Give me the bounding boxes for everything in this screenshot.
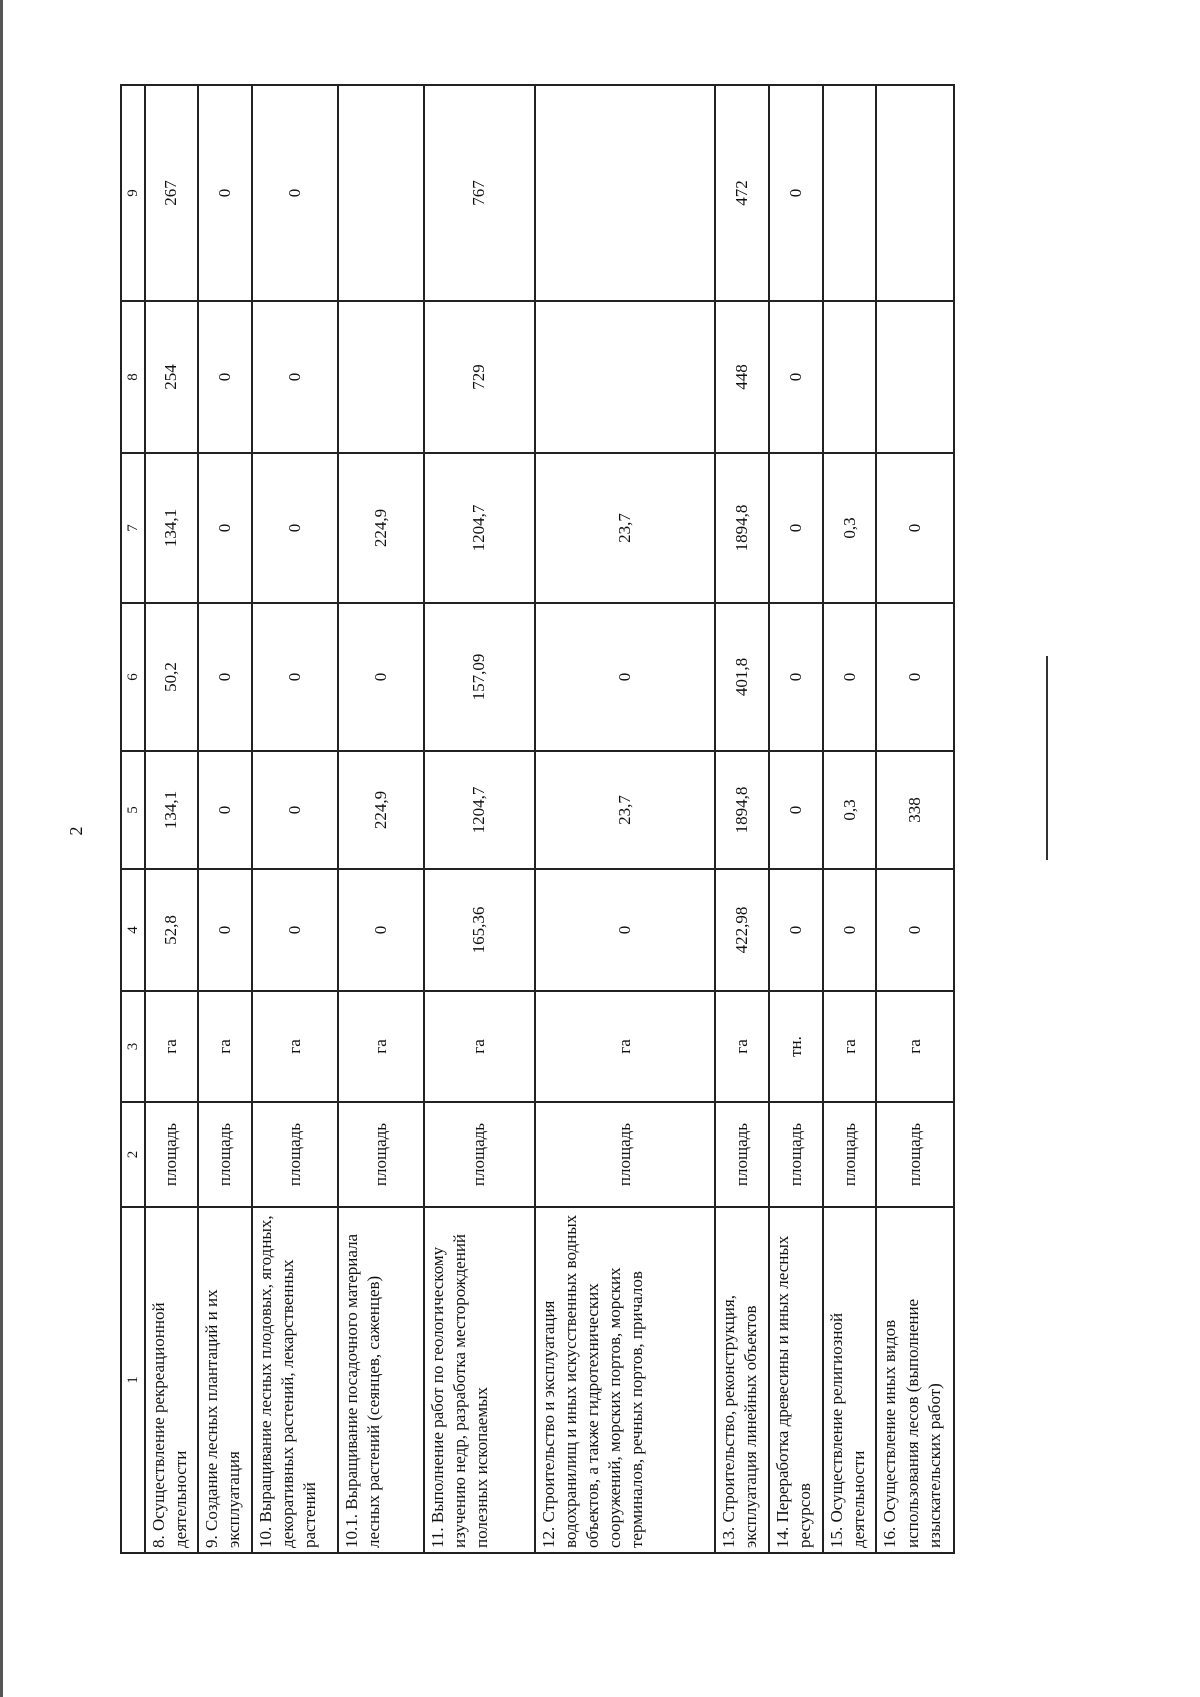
row-value-cell: 134,1 [145, 751, 199, 869]
row-value-cell: 729 [424, 301, 535, 453]
rotated-table-container [120, 86, 955, 1554]
row-value-cell: 401,8 [715, 603, 769, 751]
row-value-cell: 472 [715, 85, 769, 301]
row-value-cell [876, 301, 954, 453]
row-value-cell [535, 85, 715, 301]
row-value-cell [823, 85, 877, 301]
row-value-cell: 1894,8 [715, 751, 769, 869]
row-value-cell: 157,09 [424, 603, 535, 751]
row-value-cell [338, 301, 424, 453]
row-value-cell: 0 [769, 603, 823, 751]
row-value-cell: 0 [876, 603, 954, 751]
row-value-cell: га [424, 991, 535, 1102]
row-value-cell [823, 301, 877, 453]
row-value-cell: га [338, 991, 424, 1102]
table-row [535, 85, 715, 1553]
table-row [338, 85, 424, 1553]
row-value-cell: 0 [252, 869, 338, 991]
row-value-cell: 0 [338, 869, 424, 991]
row-value-cell: 224,9 [338, 453, 424, 603]
row-value-cell: 0 [769, 869, 823, 991]
table-row [252, 85, 338, 1553]
row-value-cell: площадь [823, 1102, 877, 1207]
row-value-cell: площадь [424, 1102, 535, 1207]
row-value-cell: тн. [769, 991, 823, 1102]
row-value-cell: площадь [715, 1102, 769, 1207]
row-value-cell: га [198, 991, 252, 1102]
row-value-cell: 0 [252, 751, 338, 869]
row-value-cell: 0 [823, 869, 877, 991]
row-name-cell: 13. Строительство, реконструкция, эксплуатация линейных объектов [715, 1207, 769, 1553]
col-number: 6 [121, 603, 145, 751]
row-value-cell: 0 [769, 301, 823, 453]
row-value-cell: 0 [252, 301, 338, 453]
row-name-cell: 10. Выращивание лесных плодовых, ягодных, декоративных растений, лекарственных растений [252, 1207, 338, 1553]
row-value-cell: 0 [823, 603, 877, 751]
row-value-cell: га [715, 991, 769, 1102]
row-value-cell: 767 [424, 85, 535, 301]
row-value-cell: 0 [198, 869, 252, 991]
row-name-cell: 11. Выполнение работ по геологическому изучению недр, разработка месторождений полезных ископаемых [424, 1207, 535, 1553]
row-value-cell: 422,98 [715, 869, 769, 991]
row-value-cell [338, 85, 424, 301]
row-value-cell [535, 301, 715, 453]
row-name-cell: 16. Осуществление иных видов использования лесов (выполнение изыскательских работ) [876, 1207, 954, 1553]
col-number: 9 [121, 85, 145, 301]
table-row [876, 85, 954, 1553]
row-value-cell: 0 [876, 453, 954, 603]
row-value-cell: 0 [769, 751, 823, 869]
table-row [769, 85, 823, 1553]
table-row [145, 85, 199, 1553]
row-name-cell: 9. Создание лесных плантаций и их эксплуатация [198, 1207, 252, 1553]
row-value-cell: площадь [145, 1102, 199, 1207]
table-row [424, 85, 535, 1553]
row-value-cell: площадь [769, 1102, 823, 1207]
row-value-cell: площадь [876, 1102, 954, 1207]
col-number: 5 [121, 751, 145, 869]
row-value-cell: 0 [535, 869, 715, 991]
row-value-cell: 52,8 [145, 869, 199, 991]
row-value-cell: га [876, 991, 954, 1102]
col-number: 3 [121, 991, 145, 1102]
page-number: 2 [66, 826, 86, 836]
row-name-cell: 15. Осуществление религиозной деятельности [823, 1207, 877, 1553]
row-value-cell: 0 [198, 85, 252, 301]
row-name-cell: 8. Осуществление рекреационной деятельности [145, 1207, 199, 1553]
row-value-cell: 0,3 [823, 453, 877, 603]
row-value-cell: 1204,7 [424, 751, 535, 869]
row-name-cell: 14. Переработка древесины и иных лесных ресурсов [769, 1207, 823, 1553]
row-value-cell: 0 [198, 453, 252, 603]
row-value-cell: 50,2 [145, 603, 199, 751]
row-value-cell: га [252, 991, 338, 1102]
row-name-cell: 10.1. Выращивание посадочного материала лесных растений (сеянцев, саженцев) [338, 1207, 424, 1553]
table-row [715, 85, 769, 1553]
separator-line [1046, 656, 1048, 860]
row-value-cell: площадь [338, 1102, 424, 1207]
row-value-cell: 0 [535, 603, 715, 751]
row-value-cell: площадь [535, 1102, 715, 1207]
col-number: 2 [121, 1102, 145, 1207]
col-number: 4 [121, 869, 145, 991]
row-value-cell: 165,36 [424, 869, 535, 991]
row-value-cell: га [823, 991, 877, 1102]
row-value-cell: га [145, 991, 199, 1102]
row-value-cell: площадь [252, 1102, 338, 1207]
row-value-cell: 0,3 [823, 751, 877, 869]
forest-use-table [120, 84, 955, 1554]
page-edge [0, 0, 3, 1697]
table-row [198, 85, 252, 1553]
table-row [823, 85, 877, 1553]
col-number: 1 [121, 1207, 145, 1553]
row-value-cell: 23,7 [535, 453, 715, 603]
row-value-cell: 0 [198, 751, 252, 869]
table-body [145, 85, 954, 1553]
row-value-cell: 0 [769, 85, 823, 301]
row-value-cell: 0 [252, 85, 338, 301]
row-value-cell: 267 [145, 85, 199, 301]
row-value-cell: 0 [769, 453, 823, 603]
row-value-cell: 254 [145, 301, 199, 453]
row-value-cell: 0 [198, 301, 252, 453]
column-number-row [121, 85, 145, 1553]
row-value-cell: площадь [198, 1102, 252, 1207]
row-value-cell [876, 85, 954, 301]
row-value-cell: га [535, 991, 715, 1102]
row-value-cell: 0 [252, 453, 338, 603]
row-value-cell: 134,1 [145, 453, 199, 603]
row-value-cell: 1894,8 [715, 453, 769, 603]
row-value-cell: 0 [198, 603, 252, 751]
row-value-cell: 224,9 [338, 751, 424, 869]
row-value-cell: 0 [876, 869, 954, 991]
row-value-cell: 1204,7 [424, 453, 535, 603]
col-number: 8 [121, 301, 145, 453]
row-value-cell: 338 [876, 751, 954, 869]
row-value-cell: 448 [715, 301, 769, 453]
row-value-cell: 0 [252, 603, 338, 751]
col-number: 7 [121, 453, 145, 603]
row-value-cell: 0 [338, 603, 424, 751]
row-value-cell: 23,7 [535, 751, 715, 869]
row-name-cell: 12. Строительство и эксплуатация водохранилищ и иных искусственных водных объектов, а также гидротехнических сооружений, морских портов, морских терминалов, речных портов, причалов [535, 1207, 715, 1553]
